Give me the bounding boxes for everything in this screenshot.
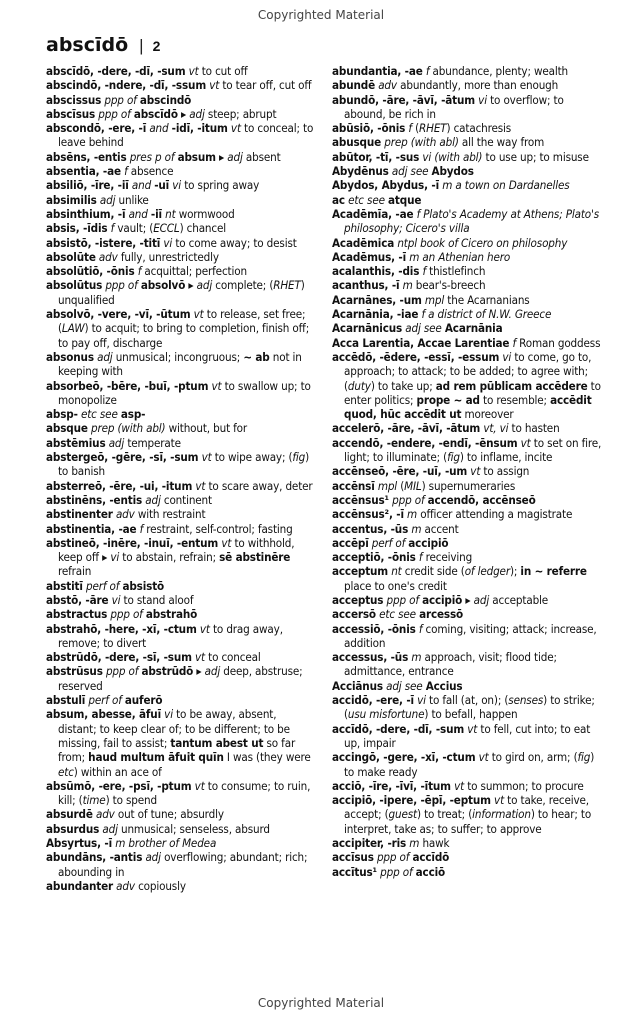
dictionary-entry: acciō, -īre, -īvī, -ītum vt to summon; to procure [332,778,584,793]
dictionary-entry: accēnsus², -ī m officer attending a magistrate [332,507,573,522]
dictionary-columns [46,64,602,980]
dictionary-entry: absis, -īdis f vault; (ECCL) chancel [46,221,226,236]
dictionary-entry: abstineō, -inēre, -inuī, -entum vt to withhold, keep off ▸ vi to abstain, refrain; sē abstinēre refrain [46,535,295,579]
dictionary-entry: abstitī perf of absistō [46,578,165,593]
dictionary-entry: absonus adj unmusical; incongruous; ~ ab not in keeping with [46,349,302,379]
dictionary-entry: absentia, -ae f absence [46,164,174,179]
dictionary-entry: acceptum nt credit side (of ledger); in ~ referre place to one's credit [332,564,587,593]
dictionary-entry: absum, abesse, āfuī vi to be away, absent, distant; to keep clear of; to be different; to be missing, fail to assist; tantum abest ut so far from; haud multum āfuit quīn I was (they were etc) within an ace of [46,707,311,779]
dictionary-entry: ac etc see atque [332,192,422,207]
header-separator: | [139,36,144,55]
dictionary-entry: accentus, -ūs m accent [332,521,459,536]
dictionary-entry: Acca Larentia, Accae Larentiae f Roman goddess [332,335,601,350]
left-column [46,64,316,980]
running-head [46,34,160,56]
dictionary-entry: abusque prep (with abl) all the way from [332,135,545,150]
dictionary-entry: absurdus adj unmusical; senseless, absurd [46,821,270,836]
page-number: 2 [152,38,161,54]
dictionary-entry: accēnsī mpl (MIL) supernumeraries [332,478,516,493]
dictionary-entry: accīsus ppp of accīdō [332,850,450,865]
dictionary-entry: Acadēmus, -ī m an Athenian hero [332,249,511,264]
dictionary-entry: Acadēmīa, -ae f Plato's Academy at Athens; Plato's philosophy; Cicero's villa [332,206,600,236]
dictionary-entry: Abydos, Abydus, -ī m a town on Dardanelles [332,178,570,193]
dictionary-entry: absinthium, -ī and -iī nt wormwood [46,206,235,221]
dictionary-entry: abstēmius adj temperate [46,435,181,450]
dictionary-entry: absque prep (with abl) without, but for [46,421,248,436]
dictionary-entry: accingō, -gere, -xī, -ctum vt to gird on, arm; (fig) to make ready [332,750,595,779]
dictionary-entry: accendō, -endere, -endī, -ēnsum vt to set on fire, light; to illuminate; (fig) to inflame, incite [332,435,602,465]
dictionary-entry: abscindō, -ndere, -dī, -ssum vt to tear off, cut off [46,78,312,93]
dictionary-entry: abundantia, -ae f abundance, plenty; wealth [332,64,569,78]
dictionary-entry: acalanthis, -dis f thistlefinch [332,264,486,279]
dictionary-entry: abundō, -āre, -āvī, -ātum vi to overflow; to abound, be rich in [332,92,564,121]
dictionary-entry: abstrahō, -here, -xī, -ctum vt to drag away, remove; to divert [46,621,283,650]
dictionary-entry: Acarnānes, -um mpl the Acarnanians [332,292,530,307]
dictionary-entry: abscīdō, -dere, -dī, -sum vt to cut off [46,64,248,78]
dictionary-entry: accēdō, -ēdere, -essī, -essum vi to come, go to, approach; to attack; to be added; to agree with; (duty) to take up; ad rem pūblicam accēdere to enter politics; prope ~ ad to resemble; accēdit quod, hūc accēdit ut moreover [332,349,601,422]
dictionary-entry: abstulī perf of auferō [46,693,163,708]
dictionary-entry: accēnseō, -ēre, -uī, -um vt to assign [332,464,530,479]
dictionary-entry: accītus¹ ppp of acciō [332,864,446,879]
dictionary-entry: accēpī perf of accipiō [332,535,449,550]
dictionary-entry: absēns, -entis pres p of absum ▸ adj absent [46,149,281,164]
dictionary-entry: abscondō, -ere, -ī and -idī, -itum vt to conceal; to leave behind [46,121,314,150]
dictionary-entry: abscīsus ppp of abscīdō ▸ adj steep; abrupt [46,106,277,121]
dictionary-entry: absorbeō, -bēre, -buī, -ptum vt to swallow up; to monopolize [46,378,311,407]
dictionary-entry: Acarnānicus adj see Acarnānia [332,321,503,336]
dictionary-entry: absolūte adv fully, unrestrictedly [46,249,219,264]
dictionary-entry: absiliō, -īre, -iī and -uī vi to spring away [46,178,260,193]
dictionary-entry: absūmō, -ere, -psī, -ptum vt to consume; to ruin, kill; (time) to spend [46,778,311,808]
dictionary-entry: abstinēns, -entis adj continent [46,492,212,507]
dictionary-entry: accelerō, -āre, -āvī, -ātum vt, vi to hasten [332,421,560,436]
dictionary-entry: Acarnānia, -iae f a district of N.W. Greece [332,307,552,322]
dictionary-entry: absp- etc see asp- [46,407,146,422]
dictionary-entry: abstō, -āre vi to stand aloof [46,592,194,607]
dictionary-entry: abūtor, -tī, -sus vi (with abl) to use up; to misuse [332,149,589,164]
dictionary-entry: absurdē adv out of tune; absurdly [46,807,224,822]
dictionary-entry: accīdō, -dere, -dī, -sum vt to fell, cut into; to eat up, impair [332,721,591,750]
right-column [332,64,602,980]
dictionary-entry: abstinentia, -ae f restraint, self-control; fasting [46,521,293,536]
dictionary-entry: abstrūsus ppp of abstrūdō ▸ adj deep, abstruse; reserved [46,664,303,693]
dictionary-entry: absolūtiō, -ōnis f acquittal; perfection [46,264,247,279]
dictionary-entry: accessus, -ūs m approach, visit; flood tide; admittance, entrance [332,650,557,679]
dictionary-entry: accipiō, -ipere, -ēpī, -eptum vt to take, receive, accept; (guest) to treat; (information) to hear; to interpret, take as; to suffer; to approve [332,793,592,836]
dictionary-entry: accessiō, -ōnis f coming, visiting; attack; increase, addition [332,621,597,650]
dictionary-entry: absimilis adj unlike [46,192,149,207]
dictionary-entry: abundanter adv copiously [46,878,186,893]
running-headword: abscīdō [46,34,129,56]
dictionary-entry: accipiter, -ris m hawk [332,836,450,851]
dictionary-entry: acanthus, -ī m bear's-breech [332,278,486,293]
dictionary-entry: abundē adv abundantly, more than enough [332,78,559,93]
dictionary-entry: absolūtus ppp of absolvō ▸ adj complete; (RHET) unqualified [46,278,305,307]
dictionary-entry: abscissus ppp of abscindō [46,92,192,107]
dictionary-entry: absolvō, -vere, -vī, -ūtum vt to release, set free; (LAW) to acquit; to bring to completion, finish off; to pay off, discharge [46,307,310,350]
dictionary-entry: Abydēnus adj see Abydos [332,164,474,179]
dictionary-entry: abstrūdō, -dere, -sī, -sum vt to conceal [46,650,261,665]
dictionary-entry: Acadēmica ntpl book of Cicero on philosophy [332,235,568,250]
dictionary-entry: absistō, -istere, -titī vi to come away; to desist [46,235,297,250]
copyright-banner-top: Copyrighted Material [257,8,385,22]
dictionary-entry: Absyrtus, -ī m brother of Medea [46,836,217,851]
dictionary-entry: abstinenter adv with restraint [46,507,206,522]
dictionary-entry: acceptiō, -ōnis f receiving [332,550,473,565]
dictionary-entry: absterreō, -ēre, -ui, -itum vt to scare away, deter [46,478,313,493]
dictionary-entry: Acciānus adj see Accius [332,678,463,693]
dictionary-entry: accidō, -ere, -ī vi to fall (at, on); (senses) to strike; (usu misfortune) to befall, happen [332,693,595,722]
dictionary-entry: abstractus ppp of abstrahō [46,607,198,622]
copyright-banner-bottom: Copyrighted Material [257,996,385,1010]
dictionary-entry: acceptus ppp of accipiō ▸ adj acceptable [332,592,549,607]
dictionary-entry: abūsiō, -ōnis f (RHET) catachresis [332,121,512,136]
dictionary-entry: accersō etc see arcessō [332,607,464,622]
dictionary-entry: accēnsus¹ ppp of accendō, accēnseō [332,492,536,507]
dictionary-entry: abundāns, -antis adj overflowing; abundant; rich; abounding in [46,850,308,879]
dictionary-entry: abstergeō, -gēre, -sī, -sum vt to wipe away; (fig) to banish [46,450,310,479]
